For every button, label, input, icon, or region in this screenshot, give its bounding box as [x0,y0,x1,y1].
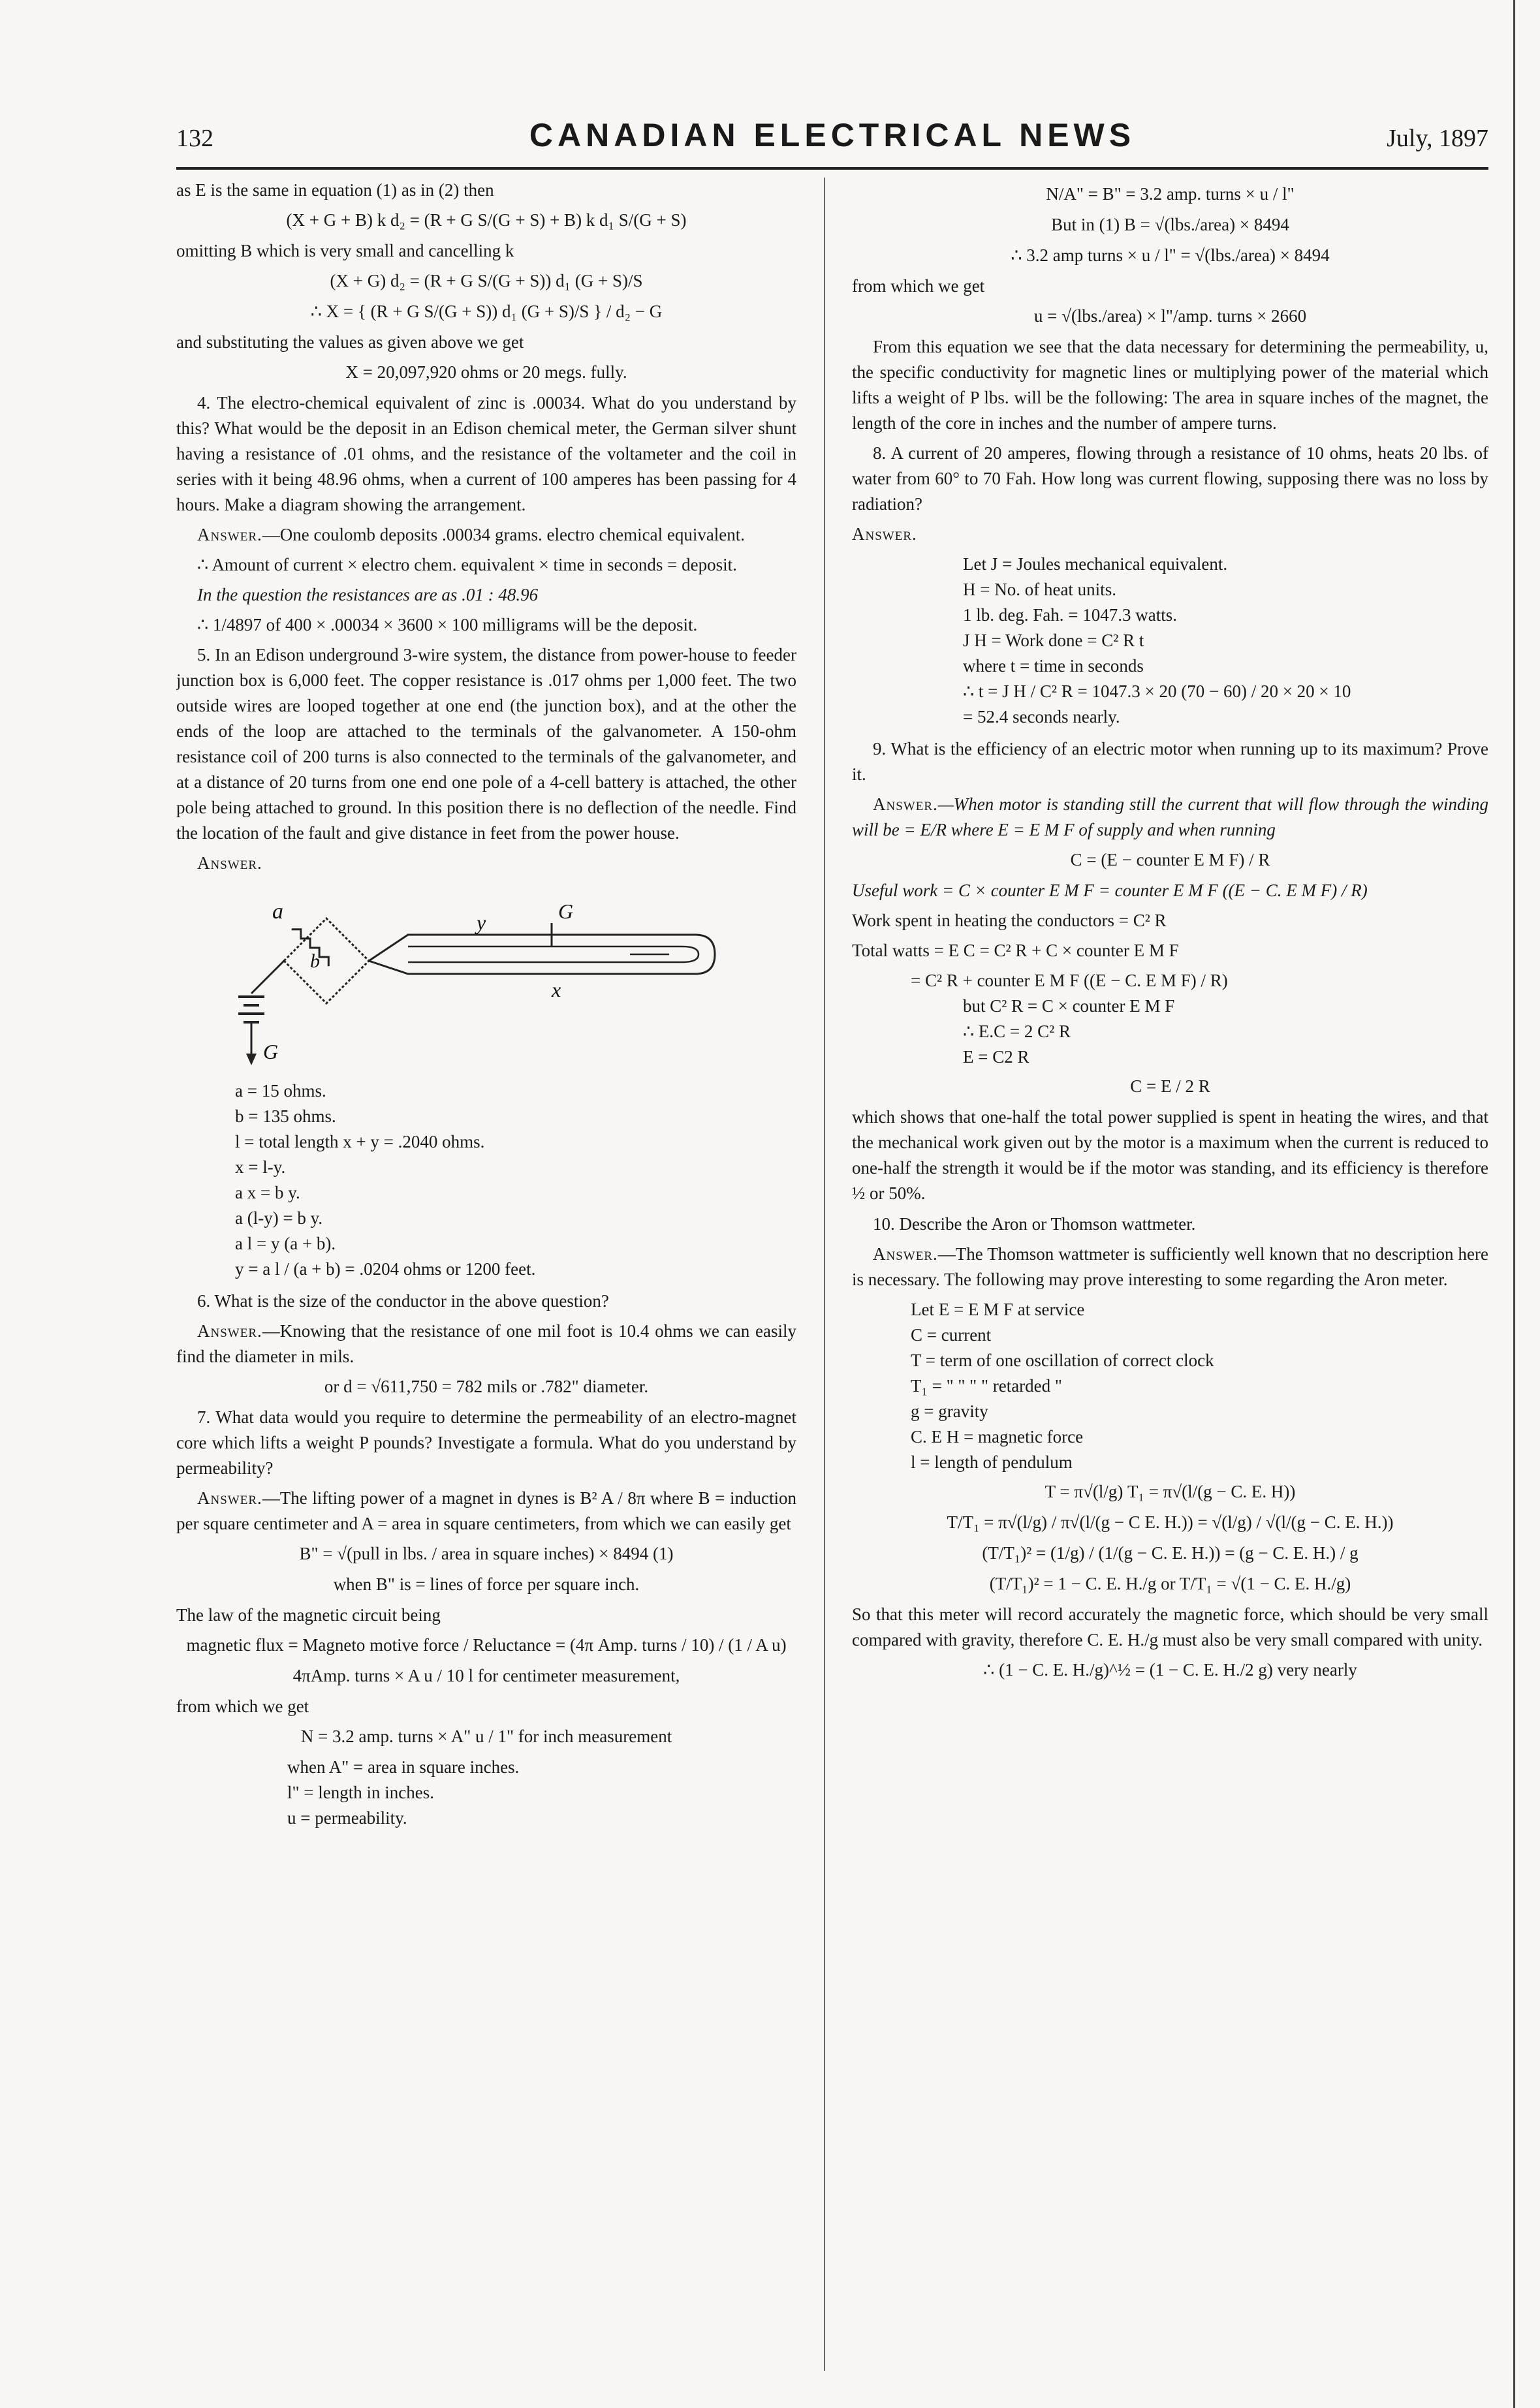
calc-line: x = l-y. [235,1157,286,1177]
battery-lead [251,961,284,993]
answer-9-equation: C = (E − counter E M F) / R [1070,850,1270,869]
diagram-label-g-ground: G [263,1040,279,1063]
answer-4 [176,522,796,548]
answer-8-line: where t = time in seconds [963,656,1144,676]
answer-10-equation: (T/T₁)² = (1/g) / (1/(g − C. E. H.)) = (g − C. E. H.) / g [982,1543,1359,1563]
answer-7-definition: when A" = area in square inches. [287,1757,520,1777]
result-text: X = 20,097,920 ohms or 20 megs. fully. [345,362,627,382]
answer-10-definition: C. E H = magnetic force [911,1427,1084,1446]
answer-10-text: —The Thomson wattmeter is sufficiently well known that no description here is necessary. The following may prove interesting to some regarding the Aron meter. [852,1244,1488,1289]
equation-3: ∴ X = { (R + G S/(G + S)) d₁ (G + S)/S } / d₂ − G [310,302,663,321]
answer-7-when: when B" is = lines of force per square inch. [333,1574,640,1594]
question-8: 8. A current of 20 amperes, flowing through a resistance of 10 ohms, heats 20 lbs. of water from 60° to 70 Fah. How long was current flowing, supposing there was no loss by radiation? [852,443,1488,514]
answer-8 [852,522,1488,547]
answer-10-definition: Let E = E M F at service [911,1300,1085,1319]
right-equation-1: N/A" = B" = 3.2 amp. turns × u / l" [1046,184,1295,204]
answer-10-definition: C = current [911,1325,992,1345]
answer-label: Answer. [873,794,938,814]
answer-label: Answer. [197,525,262,544]
answer-7 [176,1486,796,1537]
right-equation-4: u = √(lbs./area) × l"/amp. turns × 2660 [1033,306,1307,326]
diagram-label-a: a [272,899,283,924]
column-divider [824,178,825,2371]
answer-4-line-4: ∴ 1/4897 of 400 × .00034 × 3600 × 100 milligrams will be the deposit. [197,615,698,634]
question-7: 7. What data would you require to determine the permeability of an electro-magnet core which lifts a weight P pounds? Investigate a formula. What do you understand by permeability? [176,1407,796,1478]
answer-6-text: —Knowing that the resistance of one mil foot is 10.4 ohms we can easily find the diameter in mils. [176,1321,796,1366]
answer-label: Answer. [197,1488,262,1508]
answer-4-text: —One coulomb deposits .00034 grams. electro chemical equivalent. [262,525,746,544]
publication-title: CANADIAN ELECTRICAL NEWS [529,117,1136,153]
answer-7-flux: magnetic flux = Magneto motive force / Reluctance = (4π Amp. turns / 10) / (1 / A u) [186,1635,787,1655]
answer-8-line: Let J = Joules mechanical equivalent. [963,554,1228,574]
left-column [176,178,796,2384]
answer-10-paragraph: So that this meter will record accurately the magnetic force, which should be very small compared with gravity, therefore C. E. H./g must also be very small compared with unity. [852,1604,1488,1650]
intro-text: as E is the same in equation (1) as in (2) then [176,180,494,200]
diagram-label-x: x [552,978,561,1001]
answer-7-equation-3: N = 3.2 amp. turns × A" u / 1" for inch measurement [300,1727,672,1746]
question-9: 9. What is the efficiency of an electric motor when running up to its maximum? Prove it. [852,739,1488,784]
answer-10-equation: (T/T₁)² = 1 − C. E. H./g or T/T₁ = √(1 − C. E. H./g) [989,1574,1351,1593]
issue-date: July, 1897 [1387,125,1488,152]
answer-9-equation: Total watts = E C = C² R + C × counter E M F [852,941,1179,960]
answer-8-line: = 52.4 seconds nearly. [963,707,1120,727]
answer-9-equation: = C² R + counter E M F ((E − C. E M F) / R) [911,971,1228,990]
answer-label: Answer. [197,1321,262,1341]
answer-9-paragraph: which shows that one-half the total power supplied is spent in heating the wires, and that the mechanical work given out by the motor is a maximum when the current is reduced to one-half the strength it would be if the motor was standing, and its efficiency is therefore ½ or 50%. [852,1107,1488,1203]
answer-4-line-3: In the question the resistances are as .01 : 48.96 [197,585,539,604]
fault-location-diagram [212,883,761,1072]
answer-7-text: —The lifting power of a magnet in dynes is B² A / 8π where B = induction per square centimeter and A = area in square centimeters, from which we can easily get [176,1488,796,1533]
calc-line: a x = b y. [235,1183,300,1202]
page-number: 132 [176,125,213,152]
answer-10 [852,1242,1488,1292]
calc-line: a = 15 ohms. [235,1081,326,1101]
question-4: 4. The electro-chemical equivalent of zinc is .00034. What do you understand by this? What would be the deposit in an Edison chemical meter, the German silver shunt having a resistance of .01 ohms, and the resistance of the voltameter and the coil in series with it being 48.96 ohms, when a current of 100 amperes has been passing for 4 hours. Make a diagram showing the arrangement. [176,393,796,514]
omit-text: omitting B which is very small and cancelling k [176,241,514,260]
answer-label: Answer. [852,524,917,544]
answer-8-line: J H = Work done = C² R t [963,631,1144,650]
answer-4-line-2: ∴ Amount of current × electro chem. equivalent × time in seconds = deposit. [197,555,737,574]
answer-6 [176,1319,796,1369]
diagram-label-g-fault: G [558,899,574,923]
answer-7-law: The law of the magnetic circuit being [176,1605,441,1625]
answer-5 [176,851,796,876]
answer-9-equation: Work spent in heating the conductors = C² R [852,911,1167,930]
page-header [176,116,1488,168]
answer-7-equation-2: 4πAmp. turns × A u / 10 l for centimeter measurement, [292,1666,680,1685]
equation-1: (X + G + B) k d₂ = (R + G S/(G + S) + B) k d₁ S/(G + S) [286,210,687,230]
answer-9 [852,792,1488,843]
coil-outline [284,918,369,1003]
right-from: from which we get [852,276,985,296]
answer-10-definition: l = length of pendulum [911,1452,1073,1472]
calc-line: b = 135 ohms. [235,1106,336,1126]
permeability-paragraph: From this equation we see that the data necessary for determining the permeability, u, the specific conductivity for magnetic lines or multiplying power of the material which lifts a weight of P lbs. will be the following: The area in square inches of the magnet, the length of the core in inches and the number of ampere turns. [852,337,1488,433]
answer-7-equation-1: B" = √(pull in lbs. / area in square inches) × 8494 (1) [299,1544,674,1563]
answer-7-definition: l" = length in inches. [287,1783,434,1802]
calc-line: a l = y (a + b). [235,1234,336,1253]
answer-7-definition: u = permeability. [287,1808,407,1828]
page-edge [1513,0,1524,2408]
answer-10-equation: T = π√(l/g) T₁ = π√(l/(g − C. E. H)) [1045,1482,1296,1501]
answer-9-text: —When motor is standing still the current that will flow through the winding will be = E/R where E = E M F of supply and when running [852,794,1488,839]
answer-8-line: H = No. of heat units. [963,580,1116,599]
answer-8-line: ∴ t = J H / C² R = 1047.3 × 20 (70 − 60) / 20 × 20 × 10 [963,681,1351,701]
answer-10-equation: ∴ (1 − C. E. H./g)^½ = (1 − C. E. H./2 g) very nearly [983,1660,1357,1680]
equation-2: (X + G) d₂ = (R + G S/(G + S)) d₁ (G + S)/S [330,271,643,290]
ground-arrow [246,1054,257,1065]
right-column [852,178,1488,2384]
diagram-label-y: y [477,911,486,934]
answer-10-definition: g = gravity [911,1401,988,1421]
answer-10-definition: T₁ = " " " " retarded " [911,1376,1062,1396]
calc-line: l = total length x + y = .2040 ohms. [235,1132,485,1151]
calc-line: y = a l / (a + b) = .0204 ohms or 1200 feet. [235,1259,536,1279]
substitution-text: and substituting the values as given above we get [176,332,524,352]
question-6: 6. What is the size of the conductor in the above question? [197,1291,609,1311]
answer-9-equation: E = C2 R [963,1047,1029,1067]
answer-9-equation: Useful work = C × counter E M F = counter E M F ((E − C. E M F) / R) [852,881,1368,900]
answer-6-equation: or d = √611,750 = 782 mils or .782" diameter. [324,1377,649,1396]
question-5: 5. In an Edison underground 3-wire system, the distance from power-house to feeder junction box is 6,000 feet. The copper resistance is .017 ohms per 1,000 feet. The two outside wires are looped together at one end (the junction box), and at the other the ends of the loop are attached to the terminals of the galvanometer. A 150-ohm resistance coil of 200 turns is also connected to the terminals of the galvanometer, and at a distance of 20 turns from one end one pole of a 4-cell battery is attached, the other pole being attached to ground. In this position there is no deflection of the needle. Find the location of the fault and give distance in feet from the power house. [176,645,796,843]
answer-8-line: 1 lb. deg. Fah. = 1047.3 watts. [963,605,1177,625]
answer-9-equation: C = E / 2 R [1130,1076,1210,1096]
answer-7-from: from which we get [176,1697,309,1716]
answer-label: Answer. [197,853,262,873]
calc-line: a (l-y) = b y. [235,1208,323,1228]
answer-label: Answer. [873,1244,938,1264]
right-equation-3: ∴ 3.2 amp turns × u / l" = √(lbs./area) × 8494 [1011,245,1330,265]
answer-10-equation: T/T₁ = π√(l/g) / π√(l/(g − C E. H.)) = √(l/g) / √(l/(g − C. E. H.)) [947,1512,1394,1532]
diagram-label-b: b [310,950,320,972]
answer-10-definition: T = term of one oscillation of correct clock [911,1351,1214,1370]
answer-9-equation: ∴ E.C = 2 C² R [963,1022,1071,1041]
question-10: 10. Describe the Aron or Thomson wattmeter. [873,1214,1196,1234]
answer-9-equation: but C² R = C × counter E M F [963,996,1175,1016]
right-equation-2: But in (1) B = √(lbs./area) × 8494 [1051,215,1289,234]
header-rule [176,167,1488,170]
